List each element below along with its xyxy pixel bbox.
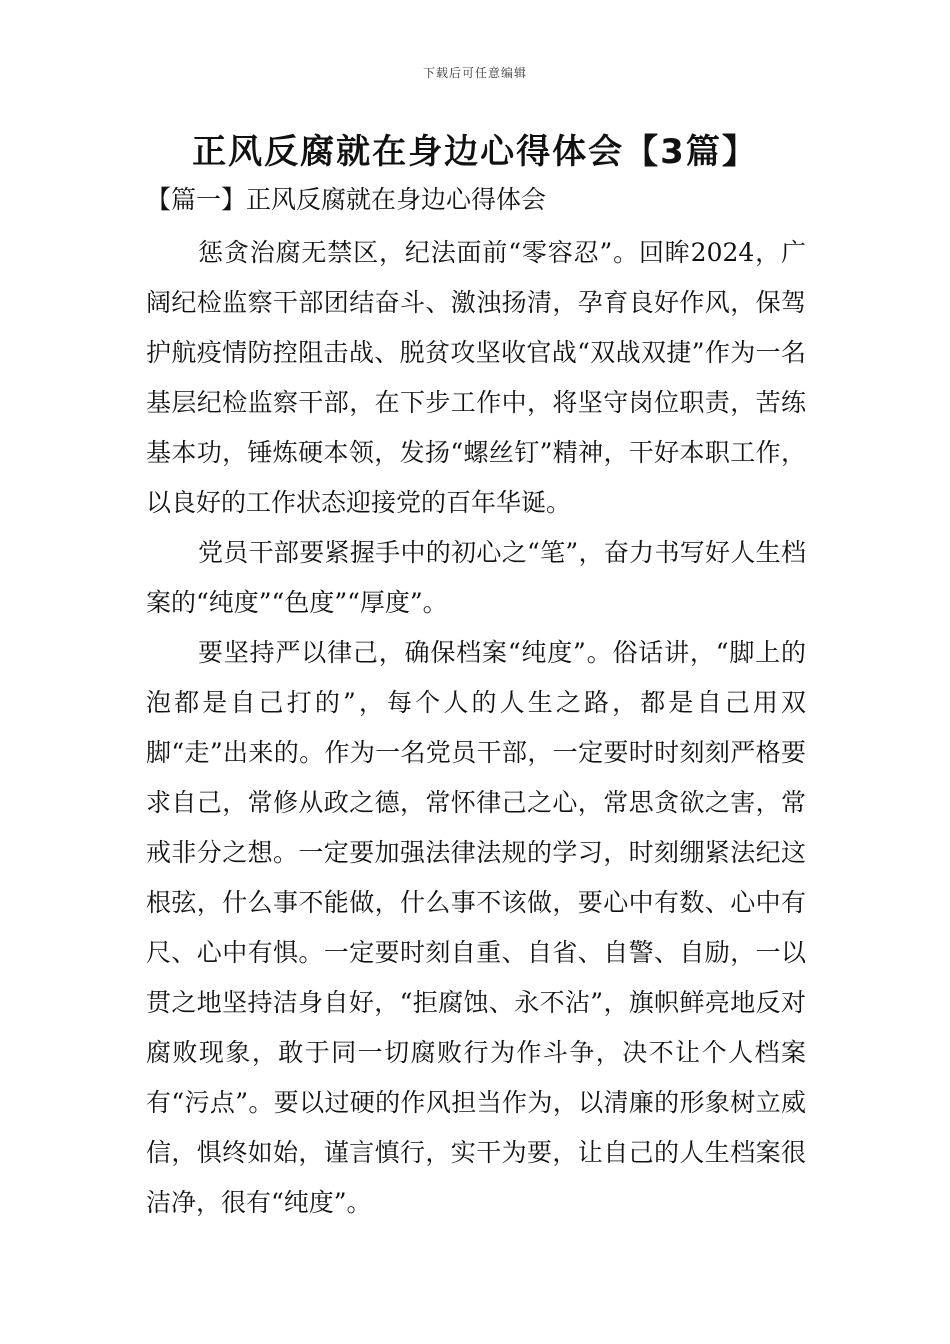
document-body xyxy=(146,228,806,1228)
paragraph-2: 党员干部要紧握手中的初心之“笔”，奋力书写好人生档案的“纯度”“色度”“厚度”。 xyxy=(146,538,806,617)
header-note: 下载后可任意编辑 xyxy=(422,66,527,80)
paragraph-1: 惩贪治腐无禁区，纪法面前“零容忍”。回眸2024，广阔纪检监察干部团结奋斗、激浊扬清，孕育良好作风，保驾护航疫情防控阻击战、脱贫攻坚收官战“双战双捷”作为一名基层纪检监察干部，在下步工作中，将坚守岗位职责，苦练基本功，锤炼硬本领，发扬“螺丝钉”精神，干好本职工作，以良好的工作状态迎接党的百年华诞。 xyxy=(146,238,806,517)
paragraph-3: 要坚持严以律己，确保档案“纯度”。俗话讲，“脚上的泡都是自己打的”，每个人的人生之路，都是自己用双脚“走”出来的。作为一名党员干部，一定要时时刻刻严格要求自己，常修从政之德，常怀律己之心，常思贪欲之害，常戒非分之想。一定要加强法律法规的学习，时刻绷紧法纪这根弦，什么事不能做，什么事不该做，要心中有数、心中有尺、心中有惧。一定要时刻自重、自省、自警、自励，一以贯之地坚持洁身自好，“拒腐蚀、永不沾”，旗帜鲜亮地反对腐败现象，敢于同一切腐败行为作斗争，决不让个人档案有“污点”。要以过硬的作风担当作为，以清廉的形象树立威信，惧终如始，谨言慎行，实干为要，让自己的人生档案很洁净，很有“纯度”。 xyxy=(146,638,806,1217)
section-heading: 【篇一】正风反腐就在身边心得体会 xyxy=(146,185,547,214)
document-title: 正风反腐就在身边心得体会【3篇】 xyxy=(192,132,758,172)
